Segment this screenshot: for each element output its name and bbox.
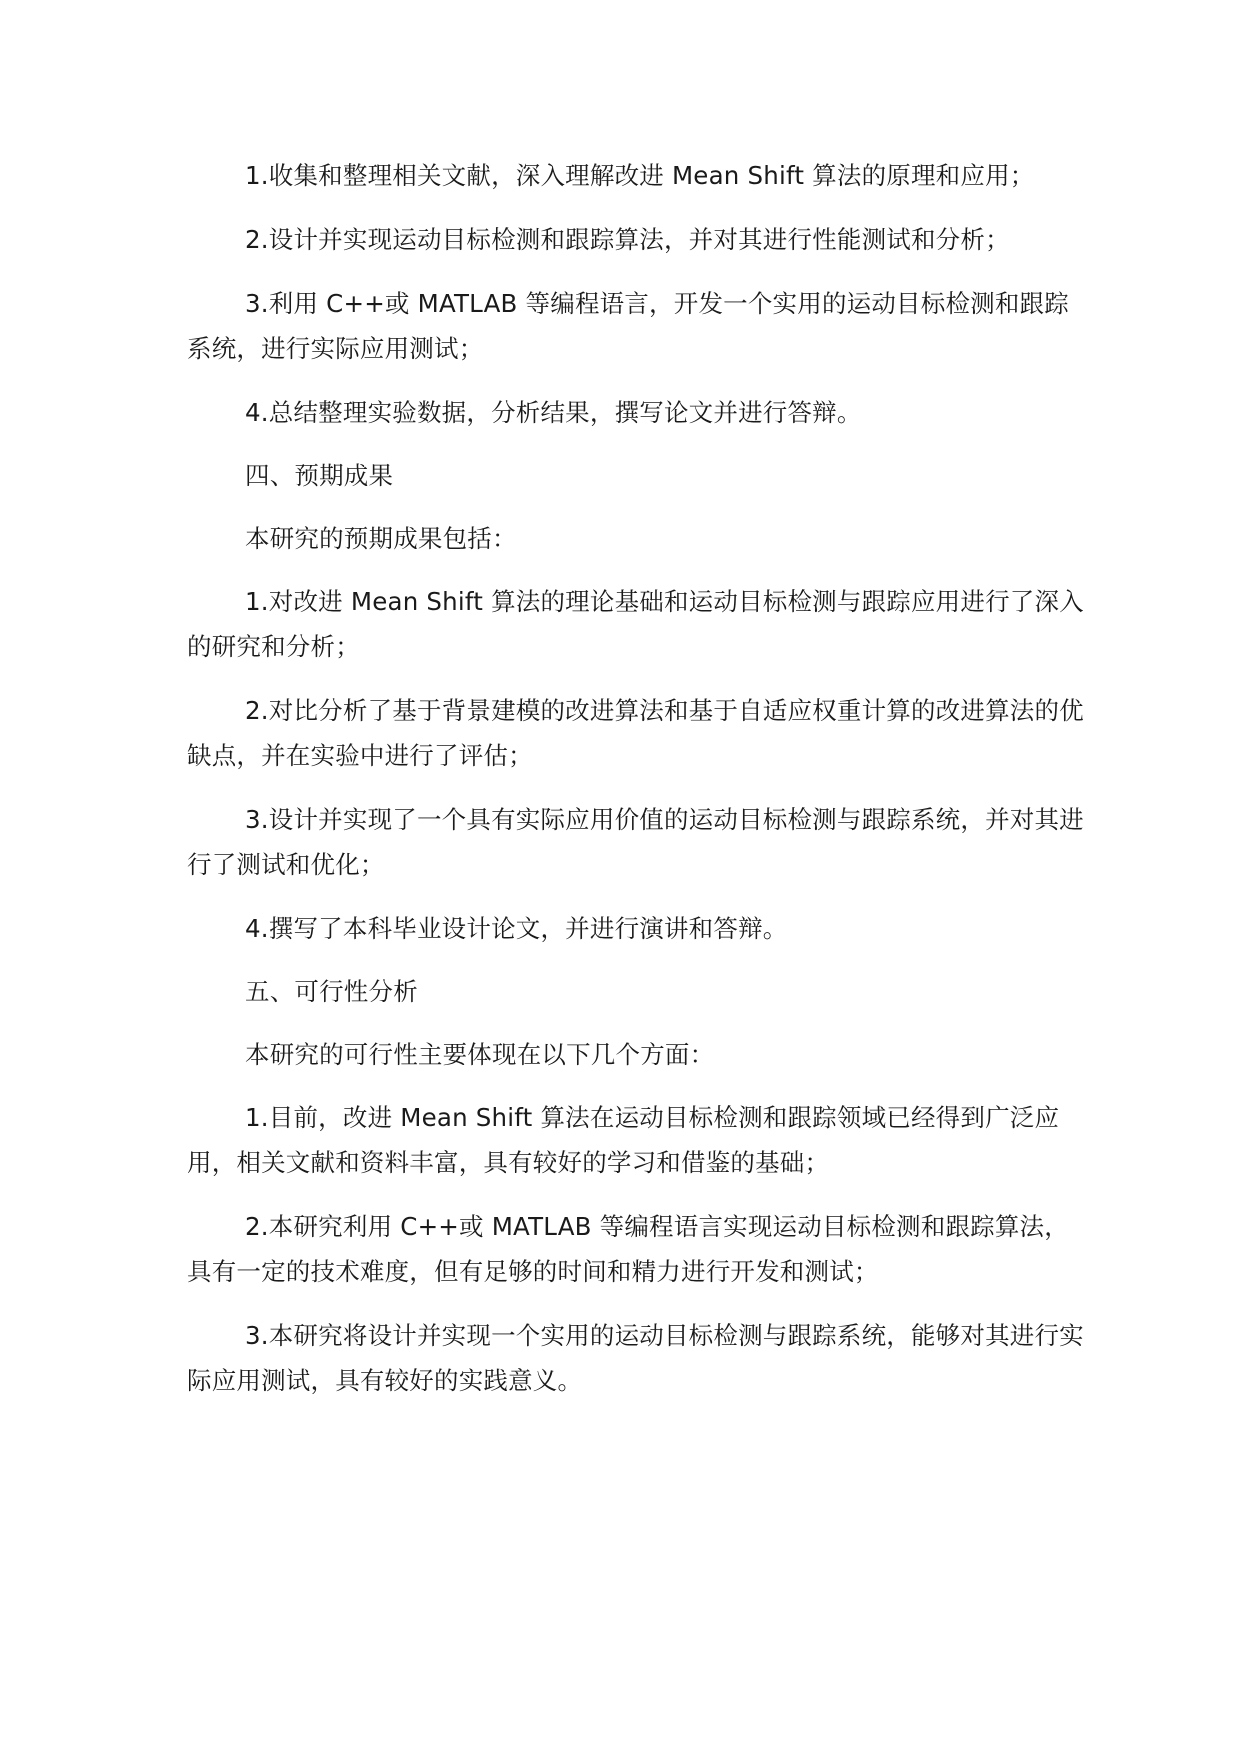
paragraph-literature-review: 1.收集和整理相关文献，深入理解改进 Mean Shift 算法的原理和应用； [245, 161, 1035, 190]
paragraph-result-system: 3.设计并实现了一个具有实际应用价值的运动目标检测与跟踪系统，并对其进行了测试和优化； [187, 805, 1084, 879]
paragraph-result-comparison: 2.对比分析了基于背景建模的改进算法和基于自适应权重计算的改进算法的优缺点，并在实验中进行了评估； [187, 696, 1084, 770]
paragraph-result-thesis: 4.撰写了本科毕业设计论文，并进行演讲和答辩。 [245, 914, 788, 943]
paragraph-algorithm-design: 2.设计并实现运动目标检测和跟踪算法，并对其进行性能测试和分析； [245, 225, 1010, 254]
paragraph-result-theory: 1.对改进 Mean Shift 算法的理论基础和运动目标检测与跟踪应用进行了深入的研究和分析； [187, 587, 1084, 661]
paragraph-feasibility-practical: 3.本研究将设计并实现一个实用的运动目标检测与跟踪系统，能够对其进行实际应用测试，具有较好的实践意义。 [187, 1321, 1084, 1395]
paragraph-expected-results-intro: 本研究的预期成果包括： [245, 524, 517, 553]
paragraph-feasibility-technical: 2.本研究利用 C++或 MATLAB 等编程语言实现运动目标检测和跟踪算法，具有一定的技术难度，但有足够的时间和精力进行开发和测试； [187, 1212, 1069, 1286]
section-heading-feasibility: 五、可行性分析 [245, 977, 418, 1006]
paragraph-feasibility-intro: 本研究的可行性主要体现在以下几个方面： [245, 1040, 715, 1069]
document-body [187, 153, 1087, 1403]
paragraph-summary-defense: 4.总结整理实验数据，分析结果，撰写论文并进行答辩。 [245, 398, 862, 427]
section-heading-expected-results: 四、预期成果 [245, 461, 394, 490]
paragraph-system-development: 3.利用 C++或 MATLAB 等编程语言，开发一个实用的运动目标检测和跟踪系统，进行实际应用测试； [187, 289, 1069, 363]
paragraph-feasibility-literature: 1.目前，改进 Mean Shift 算法在运动目标检测和跟踪领域已经得到广泛应用，相关文献和资料丰富，具有较好的学习和借鉴的基础； [187, 1103, 1060, 1177]
